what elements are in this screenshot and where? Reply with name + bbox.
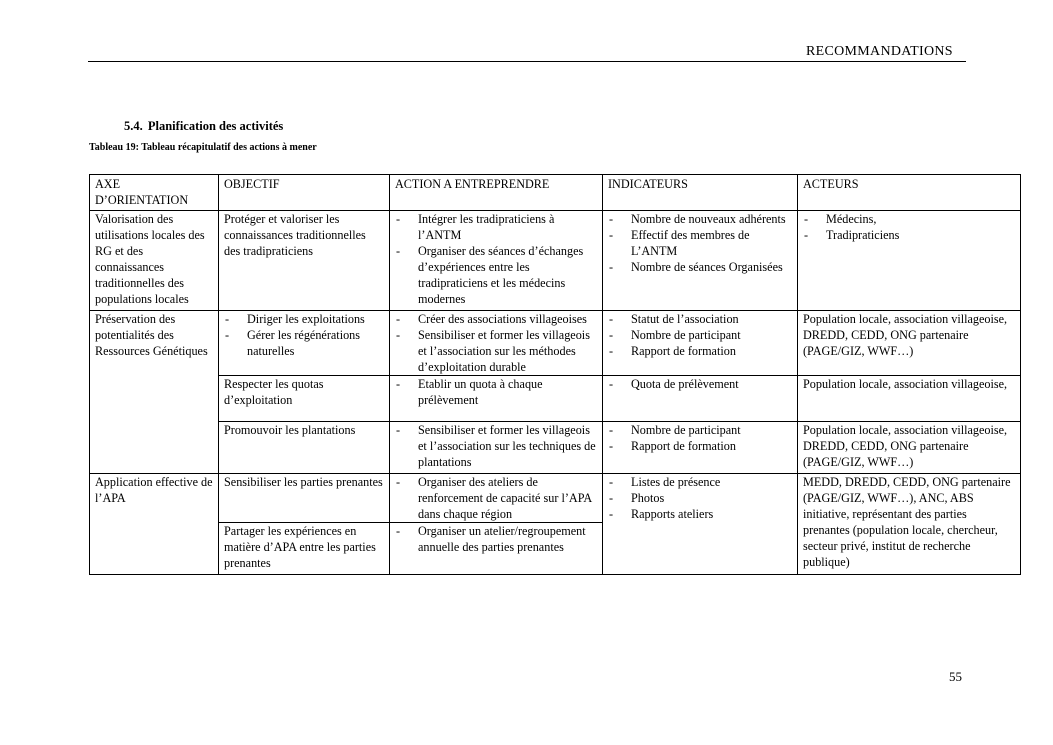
objectif-cell: Protéger et valoriser les connaissances traditionnelles des tradipraticiens xyxy=(219,211,390,311)
acteurs-cell xyxy=(798,211,1021,311)
table-row xyxy=(90,311,1021,376)
table-caption: Tableau 19: Tableau récapitulatif des actions à mener xyxy=(89,142,317,153)
list-item: - Rapport de formation xyxy=(608,343,792,359)
indicateurs-cell xyxy=(603,376,798,422)
list-item: - Photos xyxy=(608,490,792,506)
axe-cell: Valorisation des utilisations locales des RG et des connaissances traditionnelles des populations locales xyxy=(90,211,219,311)
action-cell xyxy=(390,311,603,376)
list-item: - Gérer les régénérations naturelles xyxy=(224,327,384,359)
list-item: - Médecins, xyxy=(803,211,1015,227)
list-item: - Sensibiliser et former les villageois et l’association sur les méthodes d’exploitation durable xyxy=(395,327,597,375)
section-number: 5.4. xyxy=(124,119,143,133)
header-objectif: OBJECTIF xyxy=(219,175,390,211)
list-item: - Quota de prélèvement xyxy=(608,376,792,392)
running-header: RECOMMANDATIONS xyxy=(806,44,953,59)
list-item: - Nombre de participant xyxy=(608,422,792,438)
table-header-row xyxy=(90,175,1021,211)
list-item: - Organiser des séances d’échanges d’expériences entre les tradipraticiens et les médecins modernes xyxy=(395,243,597,307)
list-item: - Nombre de nouveaux adhérents xyxy=(608,211,792,227)
axe-cell: Préservation des potentialités des Ressources Génétiques xyxy=(90,311,219,474)
list-item: - Rapport de formation xyxy=(608,438,792,454)
list-item: - Rapports ateliers xyxy=(608,506,792,522)
indicateurs-cell xyxy=(603,422,798,474)
table-row xyxy=(90,474,1021,523)
objectif-cell: Partager les expériences en matière d’APA entre les parties prenantes xyxy=(219,523,390,575)
table-row xyxy=(90,211,1021,311)
list-item: - Sensibiliser et former les villageois et l’association sur les techniques de plantations xyxy=(395,422,597,470)
page-number: 55 xyxy=(949,669,962,684)
acteurs-cell: Population locale, association villageoise, xyxy=(798,376,1021,422)
action-cell xyxy=(390,422,603,474)
list-item: - Organiser des ateliers de renforcement de capacité sur l’APA dans chaque région xyxy=(395,474,597,522)
header-axe: AXE D’ORIENTATION xyxy=(90,175,219,211)
list-item: - Nombre de participant xyxy=(608,327,792,343)
action-cell xyxy=(390,523,603,575)
indicateurs-cell xyxy=(603,311,798,376)
section-title: Planification des activités xyxy=(147,119,284,133)
acteurs-cell: MEDD, DREDD, CEDD, ONG partenaire (PAGE/GIZ, WWF…), ANC, ABS initiative, représentant des parties prenantes (population locale, chercheur, secteur privé, institut de recherche publique) xyxy=(798,474,1021,575)
section-heading xyxy=(124,119,283,134)
objectif-cell: Sensibiliser les parties prenantes xyxy=(219,474,390,523)
header-action: ACTION A ENTREPRENDRE xyxy=(390,175,603,211)
list-item: - Organiser un atelier/regroupement annuelle des parties prenantes xyxy=(395,523,597,555)
action-cell xyxy=(390,376,603,422)
indicateurs-cell xyxy=(603,474,798,575)
acteurs-cell: Population locale, association villageoise, DREDD, CEDD, ONG partenaire (PAGE/GIZ, WWF…) xyxy=(798,422,1021,474)
indicateurs-cell xyxy=(603,211,798,311)
objectif-cell: Promouvoir les plantations xyxy=(219,422,390,474)
action-cell xyxy=(390,211,603,311)
header-rule xyxy=(88,61,966,62)
objectif-cell xyxy=(219,311,390,376)
list-item: - Diriger les exploitations xyxy=(224,311,384,327)
table-row xyxy=(90,376,1021,422)
header-indicateurs: INDICATEURS xyxy=(603,175,798,211)
acteurs-cell: Population locale, association villageoise, DREDD, CEDD, ONG partenaire (PAGE/GIZ, WWF…) xyxy=(798,311,1021,376)
objectif-cell: Respecter les quotas d’exploitation xyxy=(219,376,390,422)
list-item: - Statut de l’association xyxy=(608,311,792,327)
list-item: - Tradipraticiens xyxy=(803,227,1015,243)
table-row xyxy=(90,422,1021,474)
action-cell xyxy=(390,474,603,523)
list-item: - Créer des associations villageoises xyxy=(395,311,597,327)
list-item: - Nombre de séances Organisées xyxy=(608,259,792,275)
list-item: - Effectif des membres de L’ANTM xyxy=(608,227,792,259)
header-acteurs: ACTEURS xyxy=(798,175,1021,211)
list-item: - Intégrer les tradipraticiens à l’ANTM xyxy=(395,211,597,243)
list-item: - Listes de présence xyxy=(608,474,792,490)
list-item: - Etablir un quota à chaque prélèvement xyxy=(395,376,597,408)
axe-cell: Application effective de l’APA xyxy=(90,474,219,575)
actions-table xyxy=(89,174,1021,575)
